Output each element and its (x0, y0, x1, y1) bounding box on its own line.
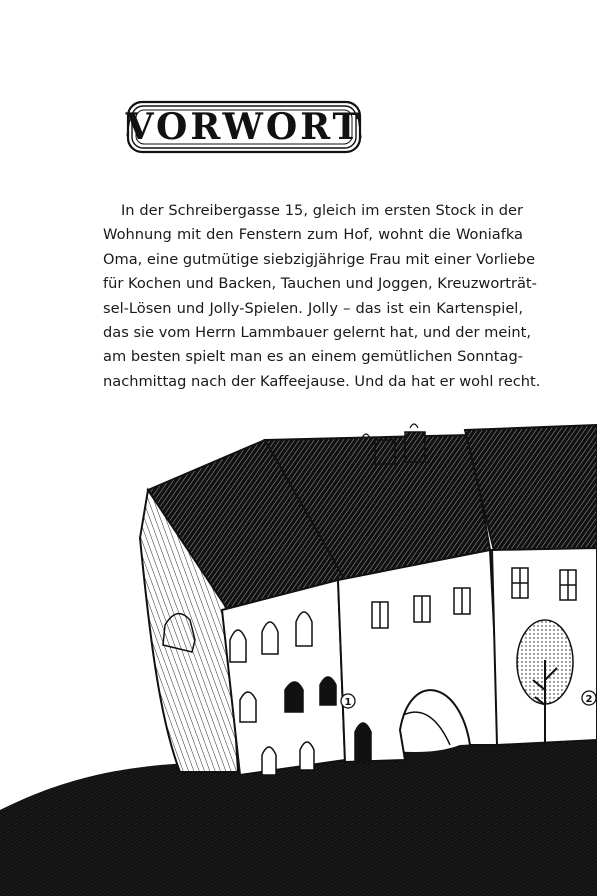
house-number-2 (582, 691, 596, 705)
house-number-label: 1 (344, 697, 352, 708)
chimney (375, 440, 395, 464)
foreword-paragraph (103, 199, 541, 394)
paragraph-line: Wohnung mit den Fenstern zum Hof, wohnt die Woniafka (103, 226, 523, 244)
paragraph-line: In der Schreibergasse 15, gleich im ersten Stock in der (121, 202, 523, 219)
chapter-heading-plate (125, 98, 363, 156)
house-number-1 (341, 694, 355, 708)
paragraph-line: das sie vom Herrn Lammbauer gelernt hat, und der meint, (103, 324, 532, 342)
paragraph-line: Oma, eine gutmütige siebzigjährige Frau mit einer Vorliebe (103, 250, 536, 268)
paragraph-line: für Kochen und Backen, Tauchen und Joggen, Kreuzworträt- (103, 275, 537, 293)
chapter-title: VORWORT (125, 106, 363, 148)
paragraph-line: sel-Lösen und Jolly-Spielen. Jolly – das ist ein Kartenspiel, (103, 299, 523, 317)
paragraph-line: nachmittag nach der Kaffeejause. Und da hat er wohl recht. (103, 372, 541, 390)
chimney (405, 432, 425, 462)
house-illustration (0, 400, 597, 896)
paragraph-line: am besten spielt man es an einem gemütlichen Sonntag- (103, 348, 523, 366)
house-number-label: 2 (585, 694, 593, 705)
